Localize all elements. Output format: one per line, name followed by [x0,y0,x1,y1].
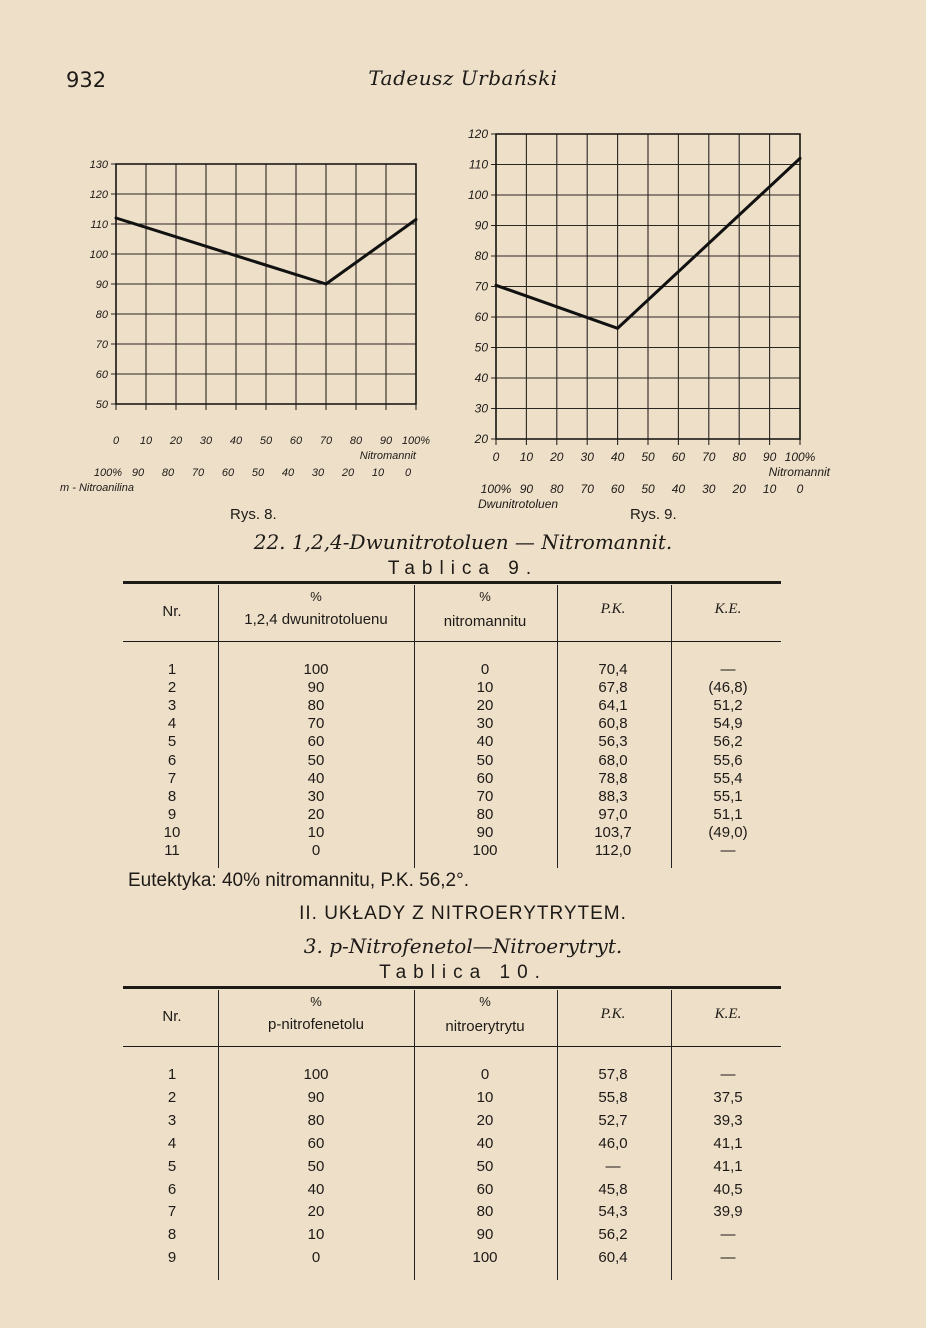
table-cell: 40 [476,733,494,751]
table-cell: 80 [476,1203,494,1221]
table-cell: 60 [476,1180,494,1198]
y-tick-label: 60 [474,310,488,324]
table-cell: — [720,1226,736,1244]
table-cell: 6 [167,1180,177,1198]
table-cell: 3 [167,1111,177,1129]
section-22-title: 22. 1,2,4-Dwunitrotoluen — Nitromannit. [253,530,673,554]
table-cell: 10 [476,1088,494,1106]
x-tick-label: 20 [550,450,564,464]
y-tick-label: 60 [95,369,108,381]
table-cell: 51,2 [713,697,743,715]
x-tick-label: 90 [379,435,393,447]
column-divider [218,990,219,1280]
x-tick-label: 60 [289,435,303,447]
table-cell: 100 [303,661,329,678]
table-10-label: Tablica 10. [379,962,547,983]
table-cell: — [720,661,736,678]
table-cell: 20 [307,1203,325,1221]
table-cell: 50 [476,751,494,769]
table-cell: 11 [164,842,180,859]
header-col1: 1,2,4 dwunitrotoluenu [244,611,388,628]
table-cell: 10 [163,823,181,841]
y-tick-label: 20 [474,432,488,446]
table-cell: 0 [311,1249,321,1267]
x-tick-label: 50 [259,435,273,447]
table-cell: (46,8) [708,679,748,697]
table-cell: 97,0 [598,805,628,823]
table-cell: 68,0 [598,751,628,769]
table-cell: 20 [476,697,494,715]
table-cell: 5 [167,733,177,751]
chart-rys-9 [450,120,870,511]
column-divider [557,990,558,1280]
table-cell: 80 [476,805,494,823]
x-tick-label: 70 [702,450,716,464]
data-point [415,218,418,221]
table-header-rule [123,641,781,642]
section-3-title: 3. p-Nitrofenetol—Nitroerytryt. [303,934,623,958]
table-cell: 1 [167,661,177,678]
x2-tick-label: 10 [762,482,777,496]
table-cell: 51,1 [713,805,743,823]
table-cell: 54,3 [598,1203,628,1221]
x2-tick-label: 90 [131,467,145,479]
header-ke: K.E. [714,1006,742,1022]
header-nr: Nr. [162,1008,182,1025]
table-cell: 100 [303,1066,329,1083]
table-cell: 88,3 [598,787,628,805]
table-header-rule [123,1046,781,1047]
header-nr: Nr. [162,603,182,620]
table-cell: 90 [476,1226,494,1244]
x2-tick-label: 30 [311,467,325,479]
x-tick-label: 0 [492,450,500,464]
x-axis-label: Nitromannit [359,450,416,462]
column-divider [671,990,672,1280]
x2-tick-label: 0 [796,482,804,496]
x2-tick-label: 40 [671,482,686,496]
data-point [115,217,118,220]
x-tick-label: 40 [610,450,625,464]
x2-tick-label: 100% [93,467,123,479]
x2-tick-label: 80 [161,467,175,479]
table-cell: 90 [307,1088,325,1106]
table-cell: 40 [307,1180,325,1198]
header-col2: nitroerytrytu [445,1018,525,1035]
x2-tick-label: 40 [281,467,295,479]
y-tick-label: 80 [474,249,488,263]
x2-tick-label: 20 [732,482,746,496]
table-cell: 60 [476,769,494,787]
table-cell: 8 [167,1226,177,1244]
table-cell: 56,2 [713,733,743,751]
table-cell: 52,7 [598,1111,628,1129]
table-top-rule [123,986,781,989]
x2-tick-label: 60 [221,467,235,479]
table-cell: 30 [307,787,325,805]
table-cell: 41,1 [713,1157,743,1175]
table-cell: 60 [307,1134,325,1152]
table-cell: 70,4 [598,661,628,678]
x-axis-label: Nitromannit [768,465,830,479]
eutectic-note: Eutektyka: 40% nitromannitu, P.K. 56,2°. [128,870,469,891]
x2-tick-label: 100% [480,482,512,496]
x2-tick-label: 30 [702,482,716,496]
column-divider [671,585,672,868]
x-tick-label: 50 [641,450,655,464]
table-cell: 67,8 [598,679,628,697]
section-II-heading: II. UKŁADY Z NITROERYTRYTEM. [299,903,627,924]
table-cell: — [605,1157,621,1175]
data-point [325,283,328,286]
y-tick-label: 120 [89,189,108,201]
x-tick-label: 30 [199,435,213,447]
header-ke: K.E. [714,601,742,617]
table-cell: 55,1 [713,787,743,805]
x-tick-label: 20 [169,435,183,447]
y-tick-label: 80 [95,309,108,321]
table-cell: 57,8 [598,1066,628,1083]
table-cell: 112,0 [594,842,632,859]
x-tick-label: 10 [519,450,534,464]
table-cell: 30 [476,715,494,733]
table-cell: 54,9 [713,715,743,733]
table-cell: 55,6 [713,751,743,769]
table-cell: 100 [472,842,498,859]
table-cell: 50 [476,1157,494,1175]
table-cell: 80 [307,1111,325,1129]
x-tick-label: 90 [762,450,777,464]
chart-rys-8 [60,150,450,500]
x2-axis-label: Dwunitrotoluen [478,497,559,511]
table-cell: 103,7 [594,823,632,841]
table-cell: 100 [472,1249,498,1267]
x-tick-label: 80 [732,450,746,464]
table-cell: 40,5 [713,1180,743,1198]
y-tick-label: 110 [468,157,488,172]
table-cell: 78,8 [598,769,628,787]
table-cell: 37,5 [713,1088,743,1106]
y-tick-label: 90 [474,218,488,233]
table-cell: 6 [167,751,177,769]
table-cell: 80 [307,697,325,715]
table-cell: 0 [480,1066,490,1083]
table-cell: 55,8 [598,1088,628,1106]
table-cell: 60,4 [598,1249,628,1267]
y-tick-label: 100 [89,249,108,261]
table-cell: 4 [167,715,177,733]
data-point [495,284,498,287]
y-tick-label: 40 [474,371,488,385]
figure-caption-rys-8: Rys. 8. [230,506,277,523]
x2-tick-label: 90 [519,482,534,496]
table-cell: 40 [476,1134,494,1152]
x2-tick-label: 80 [550,482,564,496]
table-cell: 46,0 [598,1134,628,1152]
y-tick-label: 90 [95,279,108,291]
y-tick-label: 130 [89,159,108,171]
header-col1: p-nitrofenetolu [268,1016,364,1033]
table-cell: — [720,1249,736,1267]
table-cell: 60 [307,733,325,751]
x2-tick-label: 70 [191,467,205,479]
table-cell: 56,2 [598,1226,628,1244]
table-cell: 20 [307,805,325,823]
x-tick-label: 80 [349,435,363,447]
y-tick-label: 70 [95,339,108,351]
table-cell: 55,4 [713,769,743,787]
table-cell: 2 [167,1088,177,1106]
table-cell: 60,8 [598,715,628,733]
table-cell: 8 [167,787,177,805]
x2-tick-label: 70 [580,482,594,496]
y-tick-label: 110 [90,219,108,231]
header-percent: % [310,589,322,604]
x-tick-label: 0 [112,435,120,447]
table-cell: 5 [167,1157,177,1175]
table-cell: (49,0) [708,823,748,841]
table-cell: 41,1 [713,1134,743,1152]
data-point [616,327,619,330]
x-tick-label: 100% [401,435,431,447]
table-9-label: Tablica 9. [387,558,539,579]
x2-tick-label: 0 [404,467,412,479]
table-cell: 0 [311,842,321,859]
table-cell: — [720,842,736,859]
column-divider [557,585,558,868]
table-cell: 7 [167,1203,177,1221]
header-col2: nitromannitu [443,613,527,630]
header-percent: % [479,994,491,1009]
table-cell: 3 [167,697,177,715]
running-header: Tadeusz Urbański [368,66,558,90]
x-tick-label: 60 [671,450,686,464]
table-cell: 90 [307,679,325,697]
table-cell: 9 [167,1249,177,1267]
header-pk: P.K. [600,1006,626,1022]
table-cell: 56,3 [598,733,628,751]
table-cell: 9 [167,805,177,823]
x2-tick-label: 50 [641,482,655,496]
x-tick-label: 10 [139,435,153,447]
table-cell: 50 [307,751,325,769]
table-cell: 10 [307,1226,325,1244]
y-tick-label: 30 [474,401,488,416]
table-cell: 7 [167,769,177,787]
table-cell: 2 [167,679,177,697]
header-percent: % [479,589,491,604]
data-point [799,157,802,160]
table-top-rule [123,581,781,584]
x-tick-label: 30 [580,450,594,464]
x-tick-label: 100% [784,450,816,464]
table-cell: — [720,1066,736,1083]
table-cell: 0 [480,661,490,678]
table-cell: 50 [307,1157,325,1175]
table-cell: 45,8 [598,1180,628,1198]
table-cell: 70 [476,787,494,805]
y-tick-label: 50 [474,340,488,355]
table-cell: 10 [307,823,325,841]
x-tick-label: 70 [319,435,333,447]
figure-caption-rys-9: Rys. 9. [630,506,677,523]
table-cell: 70 [307,715,325,733]
y-tick-label: 100 [467,188,488,202]
table-cell: 40 [307,769,325,787]
table-cell: 4 [167,1134,177,1152]
y-tick-label: 120 [467,127,488,141]
table-cell: 1 [167,1066,177,1083]
x-tick-label: 40 [229,435,243,447]
table-cell: 20 [476,1111,494,1129]
table-cell: 10 [476,679,494,697]
table-cell: 64,1 [598,697,628,715]
table-cell: 90 [476,823,494,841]
table-cell: 39,9 [713,1203,743,1221]
y-tick-label: 70 [474,279,488,294]
x2-axis-label: m - Nitroanilina [60,482,134,494]
header-percent: % [310,994,322,1009]
x2-tick-label: 50 [251,467,265,479]
y-tick-label: 50 [95,399,108,411]
page-number: 932 [66,68,107,92]
x2-tick-label: 10 [371,467,385,479]
x2-tick-label: 20 [341,467,355,479]
header-pk: P.K. [600,601,626,617]
table-cell: 39,3 [713,1111,743,1129]
x2-tick-label: 60 [610,482,625,496]
